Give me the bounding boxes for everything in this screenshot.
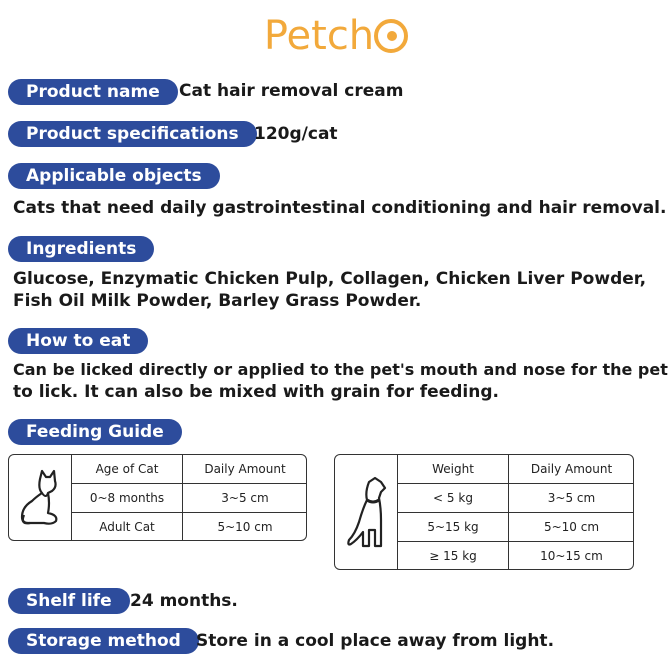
ingredients-line-1: Glucose, Enzymatic Chicken Pulp, Collagen, Chicken Liver Powder,	[13, 269, 647, 289]
applicable-objects-label: Applicable objects	[8, 163, 220, 189]
dog-header-amount: Daily Amount	[509, 455, 635, 484]
feeding-guide-label: Feeding Guide	[8, 419, 182, 445]
cat-cell-age: Adult Cat	[72, 513, 183, 542]
dog-header-weight: Weight	[398, 455, 509, 484]
how-to-eat-line-2: to lick. It can also be mixed with grain for feeding.	[13, 382, 499, 402]
table-row	[398, 542, 635, 571]
paw-logo-icon	[374, 19, 408, 53]
how-to-eat-line-1: Can be licked directly or applied to the pet's mouth and nose for the pet	[13, 360, 668, 379]
dog-cell-amount: 3~5 cm	[509, 484, 635, 513]
ingredients-label: Ingredients	[8, 236, 154, 262]
cat-header-amount: Daily Amount	[183, 455, 308, 484]
table-row	[398, 484, 635, 513]
dog-cell-weight: ≥ 15 kg	[398, 542, 509, 571]
product-specifications-label: Product specifications	[8, 121, 257, 147]
brand-logo-text: Petch	[263, 13, 375, 59]
dog-icon	[335, 455, 397, 569]
applicable-objects-value: Cats that need daily gastrointestinal conditioning and hair removal.	[13, 198, 667, 218]
storage-method-value: Store in a cool place away from light.	[196, 631, 555, 651]
dog-cell-weight: 5~15 kg	[398, 513, 509, 542]
cat-cell-amount: 3~5 cm	[183, 484, 308, 513]
product-name-value: Cat hair removal cream	[179, 81, 404, 101]
shelf-life-label: Shelf life	[8, 588, 130, 614]
dog-cell-amount: 5~10 cm	[509, 513, 635, 542]
storage-method-label: Storage method	[8, 628, 199, 654]
ingredients-line-2: Fish Oil Milk Powder, Barley Grass Powder.	[13, 291, 422, 311]
product-specifications-value: 120g/cat	[254, 124, 338, 144]
how-to-eat-label: How to eat	[8, 328, 148, 354]
cat-icon	[9, 455, 71, 540]
cat-feeding-table	[8, 454, 307, 541]
dog-feeding-table	[334, 454, 634, 570]
table-row	[72, 484, 308, 513]
dog-cell-amount: 10~15 cm	[509, 542, 635, 571]
cat-cell-amount: 5~10 cm	[183, 513, 308, 542]
shelf-life-value: 24 months.	[130, 591, 238, 611]
brand-logo	[0, 12, 672, 60]
table-row	[72, 513, 308, 542]
product-name-label: Product name	[8, 79, 178, 105]
cat-header-age: Age of Cat	[72, 455, 183, 484]
cat-cell-age: 0~8 months	[72, 484, 183, 513]
table-row	[398, 513, 635, 542]
dog-cell-weight: < 5 kg	[398, 484, 509, 513]
